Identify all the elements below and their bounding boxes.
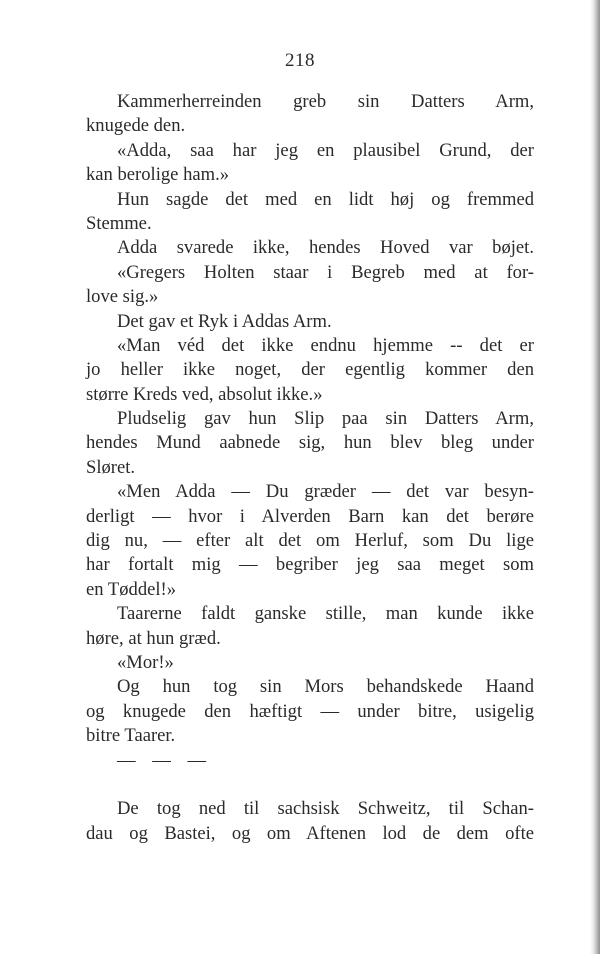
text-line: Adda svarede ikke, hendes Hoved var bøjet. bbox=[117, 237, 534, 259]
text-line: Stemme. bbox=[86, 212, 152, 234]
text-line: Sløret. bbox=[86, 456, 136, 478]
text-line: «Gregers Holten staar i Begreb med at for- bbox=[117, 261, 534, 283]
text-line: Pludselig gav hun Slip paa sin Datters Arm, bbox=[117, 408, 534, 430]
text-line: kan berolige ham.» bbox=[86, 164, 230, 186]
text-line: høre, at hun græd. bbox=[86, 627, 221, 649]
text-line: og knugede den hæftigt — under bitre, usigelig bbox=[86, 700, 534, 722]
text-line: dig nu, — efter alt det om Herluf, som Du lige bbox=[86, 530, 534, 552]
section-separator: — — — bbox=[117, 749, 213, 771]
text-line: «Mor!» bbox=[117, 651, 174, 673]
text-line: love sig.» bbox=[86, 286, 159, 308]
text-line: «Man véd det ikke endnu hjemme -- det er bbox=[117, 334, 534, 356]
text-line: De tog ned til sachsisk Schweitz, til Schan- bbox=[117, 798, 534, 820]
text-line: Kammerherreinden greb sin Datters Arm, bbox=[117, 91, 534, 112]
text-line: knugede den. bbox=[86, 115, 186, 137]
text-line: «Men Adda — Du græder — det var besyn- bbox=[117, 481, 534, 503]
text-line: større Kreds ved, absolut ikke.» bbox=[86, 383, 323, 405]
page-number: 218 bbox=[285, 50, 315, 71]
text-line: dau og Bastei, og om Aftenen lod de dem ofte bbox=[86, 822, 534, 844]
text-line: jo heller ikke noget, der egentlig kommer den bbox=[86, 359, 534, 381]
text-line: derligt — hvor i Alverden Barn kan det berøre bbox=[86, 505, 534, 527]
blank-line bbox=[86, 773, 534, 797]
text-line: Og hun tog sin Mors behandskede Haand bbox=[117, 676, 534, 698]
text-line: hendes Mund aabnede sig, hun blev bleg under bbox=[86, 432, 534, 454]
text-line: Taarerne faldt ganske stille, man kunde ikke bbox=[117, 603, 534, 625]
text-line: en Tøddel!» bbox=[86, 578, 177, 600]
text-line: Hun sagde det med en lidt høj og fremmed bbox=[117, 188, 534, 210]
text-line: Det gav et Ryk i Addas Arm. bbox=[117, 310, 332, 332]
text-line: «Adda, saa har jeg en plausibel Grund, der bbox=[117, 139, 534, 161]
text-line: bitre Taarer. bbox=[86, 725, 176, 747]
page-edge-shadow bbox=[590, 0, 600, 954]
text-line: har fortalt mig — begriber jeg saa meget som bbox=[86, 554, 534, 576]
body-text bbox=[86, 90, 534, 846]
